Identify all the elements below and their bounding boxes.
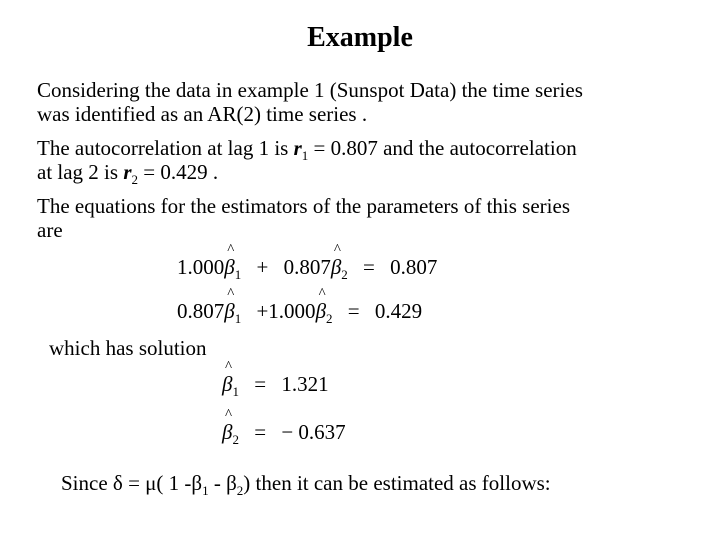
r-symbol: r	[123, 160, 132, 184]
beta-hat: ^ β	[222, 372, 232, 397]
subscript: 2	[131, 172, 139, 187]
equation-2	[177, 299, 422, 324]
subscript: 1	[301, 148, 309, 163]
rhs-value: 0.429	[374, 299, 423, 323]
subscript: 1	[234, 267, 242, 282]
subscript: 2	[232, 432, 239, 447]
autocorrelation-lag2-line	[37, 160, 219, 187]
equals-sign: =	[363, 255, 375, 279]
text-span: -	[208, 471, 227, 495]
solution-value: − 0.637	[281, 420, 346, 444]
subscript: 2	[236, 483, 244, 498]
coefficient: 0.807	[283, 255, 331, 279]
beta-hat: ^ β	[224, 299, 234, 324]
text-span: = 0.429 .	[138, 160, 219, 184]
coefficient: 0.807	[177, 299, 225, 323]
paragraph-line: was identified as an AR(2) time series .	[37, 102, 368, 126]
paragraph-line: Considering the data in example 1 (Sunspot Data) the time series	[37, 78, 583, 102]
slide-title: Example	[307, 22, 413, 53]
subscript: 2	[326, 311, 333, 326]
paragraph-line: are	[37, 218, 63, 242]
beta-hat: ^ β	[224, 255, 234, 280]
subscript: 1	[202, 483, 209, 498]
text-span: The autocorrelation at lag 1 is	[37, 136, 294, 160]
beta-hat: ^ β	[222, 420, 232, 445]
plus-sign: +	[256, 255, 269, 279]
text-span: ( 1 -	[156, 471, 192, 495]
since-line	[61, 471, 551, 498]
equals-sign: =	[254, 372, 267, 396]
equals-sign: =	[347, 299, 360, 323]
equals-sign: =	[254, 420, 267, 444]
text-span: at lag 2 is	[37, 160, 124, 184]
paragraph-line: The equations for the estimators of the parameters of this series	[37, 194, 570, 218]
solution-label: which has solution	[49, 336, 207, 360]
subscript: 1	[234, 311, 242, 326]
rhs-value: 0.807	[390, 255, 438, 279]
subscript: 2	[341, 267, 348, 282]
beta-hat: ^ β	[331, 255, 341, 280]
mu-symbol: μ	[145, 471, 157, 495]
text-span: ) then it can be estimated as follows:	[243, 471, 551, 495]
solution-beta1	[222, 372, 329, 397]
beta-symbol: β	[226, 471, 237, 495]
beta-symbol: β	[191, 471, 203, 495]
coefficient: 1.000	[177, 255, 225, 279]
solution-value: 1.321	[281, 372, 329, 396]
text-span: = 0.807 and the autocorrelation	[308, 136, 577, 160]
autocorrelation-lag1-line	[37, 136, 577, 163]
equation-1	[177, 255, 437, 280]
text-span: Since	[61, 471, 113, 495]
subscript: 1	[232, 384, 239, 399]
beta-hat: ^ β	[316, 299, 326, 324]
text-span: =	[122, 471, 146, 495]
delta-symbol: δ	[112, 471, 123, 495]
coefficient: +1.000	[256, 299, 316, 323]
r-symbol: r	[293, 136, 302, 160]
solution-beta2	[222, 420, 346, 445]
